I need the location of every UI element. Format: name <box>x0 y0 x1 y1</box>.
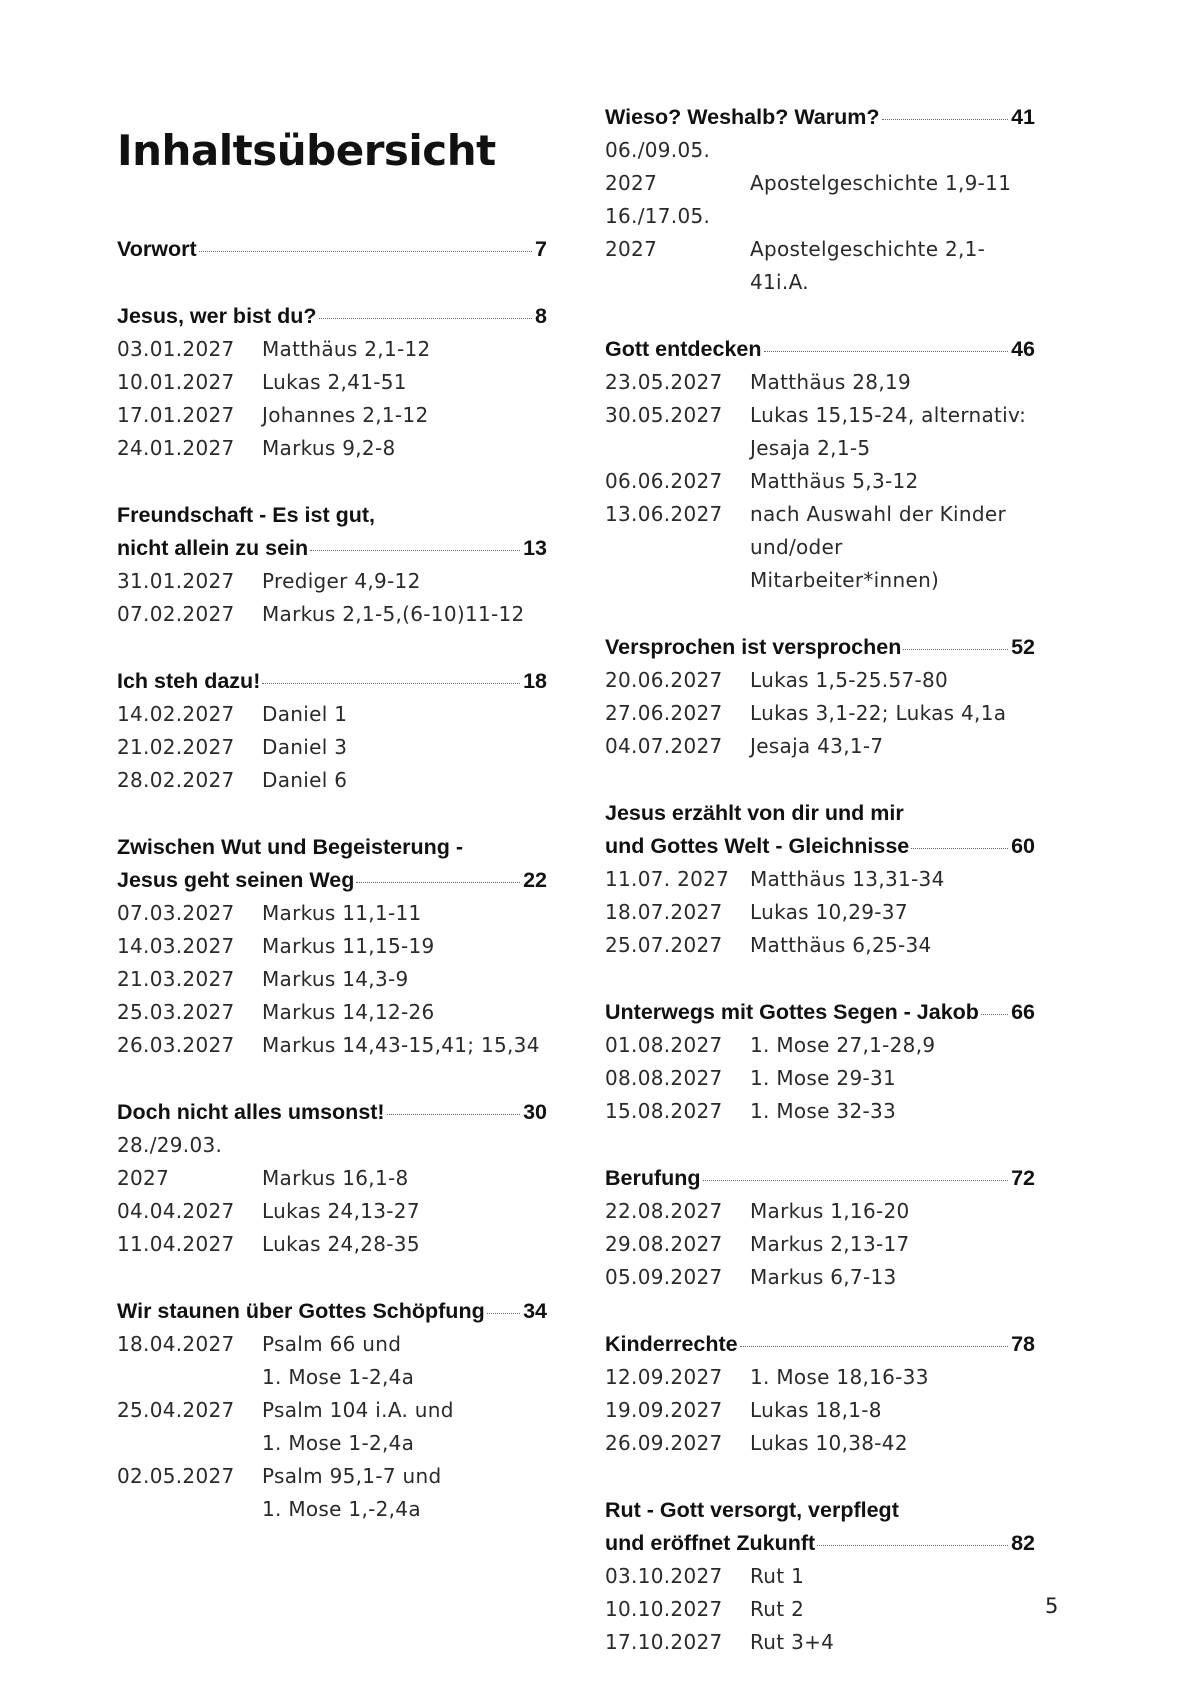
entry-bible-reference: Rut 1 <box>750 1564 805 1588</box>
toc-entry <box>117 399 547 432</box>
entry-bible-reference: Lukas 24,28-35 <box>262 1232 420 1256</box>
entry-bible-reference: Apostelgeschichte 1,9-11 <box>750 171 1012 195</box>
entry-date: 23.05.2027 <box>605 370 723 394</box>
toc-entry <box>605 929 1035 962</box>
section-heading <box>605 996 1035 1029</box>
section-title-line: und eröffnet Zukunft <box>605 1531 816 1555</box>
dot-leader <box>764 350 1009 352</box>
dot-leader <box>387 1113 520 1115</box>
entry-date: 30.05.2027 <box>605 403 723 427</box>
toc-entry <box>117 996 547 1029</box>
toc-entry <box>605 465 1035 498</box>
entry-date: 10.01.2027 <box>117 370 235 394</box>
toc-entry <box>117 598 547 631</box>
toc-section <box>605 101 1035 299</box>
entry-date: 26.09.2027 <box>605 1431 723 1455</box>
entry-bible-reference: Lukas 18,1-8 <box>750 1398 882 1422</box>
entry-bible-reference: Lukas 24,13-27 <box>262 1199 420 1223</box>
entry-bible-reference: Lukas 2,41-51 <box>262 370 407 394</box>
toc-entry <box>117 565 547 598</box>
entry-date: 27.06.2027 <box>605 701 723 725</box>
toc-section <box>117 831 547 1062</box>
dot-leader <box>319 317 533 319</box>
entry-date: 24.01.2027 <box>117 436 235 460</box>
section-page-number: 46 <box>1011 337 1035 361</box>
entry-bible-reference: Markus 16,1-8 <box>262 1166 409 1190</box>
entry-date: 14.03.2027 <box>117 934 235 958</box>
section-heading <box>605 1162 1035 1195</box>
toc-section <box>605 1162 1035 1294</box>
toc-entry <box>605 697 1035 730</box>
section-title-line: und Gottes Welt - Gleichnisse <box>605 834 910 858</box>
entry-bible-reference: Markus 2,1-5,(6-10)11-12 <box>262 602 525 626</box>
entry-date: 04.04.2027 <box>117 1199 235 1223</box>
entry-date: 21.02.2027 <box>117 735 235 759</box>
entry-date: 01.08.2027 <box>605 1033 723 1057</box>
entry-date: 10.10.2027 <box>605 1597 723 1621</box>
toc-entry <box>605 1095 1035 1128</box>
entry-bible-reference: Rut 3+4 <box>750 1630 835 1654</box>
entry-bible-reference: Markus 2,13-17 <box>750 1232 910 1256</box>
toc-entry <box>605 730 1035 763</box>
entry-date: 22.08.2027 <box>605 1199 723 1223</box>
dot-leader <box>703 1179 1009 1181</box>
dot-leader <box>817 1544 1008 1546</box>
entry-bible-reference: Matthäus 6,25-34 <box>750 933 932 957</box>
dot-leader <box>262 682 520 684</box>
entry-bible-reference: Daniel 3 <box>262 735 348 759</box>
section-heading <box>117 831 547 897</box>
toc-entry <box>117 432 547 465</box>
entry-date: 25.03.2027 <box>117 1000 235 1024</box>
entry-bible-reference: Matthäus 28,19 <box>750 370 912 394</box>
toc-right-column <box>605 101 1035 1693</box>
entry-date: 11.04.2027 <box>117 1232 235 1256</box>
toc-section <box>605 333 1035 597</box>
toc-section <box>117 1096 547 1261</box>
toc-section <box>117 1295 547 1526</box>
section-heading <box>117 1096 547 1129</box>
entry-bible-reference: Lukas 10,38-42 <box>750 1431 908 1455</box>
entry-date: 04.07.2027 <box>605 734 723 758</box>
toc-entry <box>605 1228 1035 1261</box>
entry-bible-reference: Matthäus 2,1-12 <box>262 337 431 361</box>
entry-date: 15.08.2027 <box>605 1099 723 1123</box>
entry-bible-reference: Rut 2 <box>750 1597 805 1621</box>
entry-date: 19.09.2027 <box>605 1398 723 1422</box>
section-page-number: 7 <box>535 237 547 261</box>
entry-date: 28./29.03. 2027 <box>117 1133 223 1190</box>
toc-entry <box>117 1195 547 1228</box>
dot-leader <box>310 549 520 551</box>
section-title-line: Jesus erzählt von dir und mir <box>605 801 904 825</box>
section-heading <box>117 300 547 333</box>
entry-bible-reference: Markus 6,7-13 <box>750 1265 897 1289</box>
dot-leader <box>487 1312 520 1314</box>
entry-date: 17.01.2027 <box>117 403 235 427</box>
dot-leader <box>199 250 532 252</box>
section-page-number: 22 <box>523 868 547 892</box>
entry-date: 21.03.2027 <box>117 967 235 991</box>
entry-date: 14.02.2027 <box>117 702 235 726</box>
toc-entry <box>605 1593 1035 1626</box>
entry-bible-reference: Markus 11,1-11 <box>262 901 422 925</box>
entry-bible-reference: Markus 14,43-15,41; 15,34 <box>262 1033 540 1057</box>
entry-bible-reference: Lukas 3,1-22; Lukas 4,1a <box>750 701 1007 725</box>
entry-bible-reference: Lukas 15,15-24, alternativ: Jesaja 2,1-5 <box>750 403 1027 460</box>
toc-left-column <box>117 233 547 1560</box>
toc-entry <box>605 1261 1035 1294</box>
toc-section <box>605 797 1035 962</box>
toc-entry <box>605 498 1035 597</box>
entry-date: 07.02.2027 <box>117 602 235 626</box>
section-page-number: 66 <box>1011 1000 1035 1024</box>
section-title-line: Berufung <box>605 1166 701 1190</box>
toc-entry <box>605 1626 1035 1659</box>
entry-date: 17.10.2027 <box>605 1630 723 1654</box>
toc-entry <box>117 1228 547 1261</box>
toc-entry <box>117 1394 547 1460</box>
section-heading <box>117 233 547 266</box>
section-title-line: Unterwegs mit Gottes Segen - Jakob <box>605 1000 979 1024</box>
section-title-line: Gott entdecken <box>605 337 762 361</box>
toc-entry <box>117 1129 547 1195</box>
entry-date: 11.07. 2027 <box>605 867 730 891</box>
entry-date: 02.05.2027 <box>117 1464 235 1488</box>
section-heading <box>605 631 1035 664</box>
toc-entry <box>605 366 1035 399</box>
toc-entry <box>117 930 547 963</box>
section-heading <box>117 1295 547 1328</box>
section-page-number: 8 <box>535 304 547 328</box>
entry-bible-reference: Prediger 4,9-12 <box>262 569 421 593</box>
section-title-line: Wieso? Weshalb? Warum? <box>605 105 880 129</box>
section-heading <box>605 1328 1035 1361</box>
toc-section <box>117 300 547 465</box>
section-heading <box>117 499 547 565</box>
dot-leader <box>882 118 1009 120</box>
entry-bible-reference: 1. Mose 32-33 <box>750 1099 897 1123</box>
entry-bible-reference: Markus 1,16-20 <box>750 1199 910 1223</box>
entry-date: 12.09.2027 <box>605 1365 723 1389</box>
dot-leader <box>356 881 520 883</box>
toc-entry <box>117 731 547 764</box>
toc-entry <box>605 1427 1035 1460</box>
section-title-line: Jesus geht seinen Weg <box>117 868 355 892</box>
toc-entry <box>117 1460 547 1526</box>
entry-bible-reference: Psalm 95,1-7 und 1. Mose 1,-2,4a <box>262 1464 442 1521</box>
entry-bible-reference: Matthäus 13,31-34 <box>750 867 945 891</box>
entry-bible-reference: Matthäus 5,3-12 <box>750 469 919 493</box>
toc-entry <box>605 1394 1035 1427</box>
section-page-number: 60 <box>1011 834 1035 858</box>
section-title-line: Rut - Gott versorgt, verpflegt <box>605 1498 899 1522</box>
toc-entry <box>605 1361 1035 1394</box>
entry-date: 26.03.2027 <box>117 1033 235 1057</box>
toc-entry <box>117 1029 547 1062</box>
toc-section <box>605 1328 1035 1460</box>
section-page-number: 52 <box>1011 635 1035 659</box>
section-title-line: Vorwort <box>117 237 197 261</box>
toc-entry <box>117 698 547 731</box>
entry-date: 20.06.2027 <box>605 668 723 692</box>
entry-bible-reference: Daniel 1 <box>262 702 348 726</box>
section-page-number: 13 <box>523 536 547 560</box>
entry-bible-reference: Lukas 1,5-25.57-80 <box>750 668 949 692</box>
section-page-number: 34 <box>523 1299 547 1323</box>
dot-leader <box>911 847 1008 849</box>
entry-bible-reference: Daniel 6 <box>262 768 348 792</box>
toc-section <box>605 996 1035 1128</box>
entry-bible-reference: nach Auswahl der Kinder und/oder Mitarbeiter*innen) <box>750 502 1006 592</box>
entry-date: 06./09.05. 2027 <box>605 138 711 195</box>
toc-section <box>605 631 1035 763</box>
entry-date: 05.09.2027 <box>605 1265 723 1289</box>
entry-date: 18.07.2027 <box>605 900 723 924</box>
section-title-line: Wir staunen über Gottes Schöpfung <box>117 1299 485 1323</box>
entry-date: 28.02.2027 <box>117 768 235 792</box>
section-title-line: Doch nicht alles umsonst! <box>117 1100 385 1124</box>
toc-entry <box>117 333 547 366</box>
entry-bible-reference: Markus 9,2-8 <box>262 436 396 460</box>
entry-date: 25.07.2027 <box>605 933 723 957</box>
entry-date: 07.03.2027 <box>117 901 235 925</box>
dot-leader <box>740 1345 1008 1347</box>
toc-entry <box>605 896 1035 929</box>
entry-bible-reference: Jesaja 43,1-7 <box>750 734 884 758</box>
section-page-number: 78 <box>1011 1332 1035 1356</box>
entry-bible-reference: Psalm 104 i.A. und 1. Mose 1-2,4a <box>262 1398 454 1455</box>
toc-entry <box>605 1029 1035 1062</box>
toc-entry <box>605 200 1035 299</box>
section-title-line: nicht allein zu sein <box>117 536 309 560</box>
section-heading <box>605 333 1035 366</box>
entry-date: 03.01.2027 <box>117 337 235 361</box>
section-page-number: 41 <box>1011 105 1035 129</box>
section-title-line: Jesus, wer bist du? <box>117 304 317 328</box>
entry-date: 13.06.2027 <box>605 502 723 526</box>
toc-entry <box>117 764 547 797</box>
entry-bible-reference: Johannes 2,1-12 <box>262 403 429 427</box>
section-heading <box>117 665 547 698</box>
dot-leader <box>981 1013 1008 1015</box>
section-title-line: Kinderrechte <box>605 1332 738 1356</box>
toc-entry <box>605 1560 1035 1593</box>
entry-bible-reference: Markus 14,12-26 <box>262 1000 435 1024</box>
toc-entry <box>605 664 1035 697</box>
entry-bible-reference: 1. Mose 29-31 <box>750 1066 897 1090</box>
dot-leader <box>903 648 1008 650</box>
entry-bible-reference: Markus 11,15-19 <box>262 934 435 958</box>
toc-entry <box>117 366 547 399</box>
toc-entry <box>605 1195 1035 1228</box>
toc-section <box>117 665 547 797</box>
page-number: 5 <box>1045 1594 1059 1618</box>
entry-bible-reference: Markus 14,3-9 <box>262 967 409 991</box>
entry-bible-reference: Lukas 10,29-37 <box>750 900 908 924</box>
section-heading <box>605 1494 1035 1560</box>
page-title: Inhaltsübersicht <box>117 126 496 176</box>
section-title-line: Versprochen ist versprochen <box>605 635 902 659</box>
entry-date: 31.01.2027 <box>117 569 235 593</box>
entry-bible-reference: 1. Mose 18,16-33 <box>750 1365 929 1389</box>
toc-entry <box>117 963 547 996</box>
section-page-number: 82 <box>1011 1531 1035 1555</box>
toc-section <box>605 1494 1035 1659</box>
section-page-number: 30 <box>523 1100 547 1124</box>
toc-entry <box>117 897 547 930</box>
section-heading <box>605 797 1035 863</box>
entry-date: 08.08.2027 <box>605 1066 723 1090</box>
section-page-number: 18 <box>523 669 547 693</box>
entry-date: 18.04.2027 <box>117 1332 235 1356</box>
toc-entry <box>605 1062 1035 1095</box>
entry-date: 06.06.2027 <box>605 469 723 493</box>
toc-entry <box>605 863 1035 896</box>
toc-entry <box>605 134 1035 200</box>
section-heading <box>605 101 1035 134</box>
toc-section <box>117 499 547 631</box>
section-title-line: Ich steh dazu! <box>117 669 261 693</box>
entry-date: 03.10.2027 <box>605 1564 723 1588</box>
entry-bible-reference: Psalm 66 und 1. Mose 1-2,4a <box>262 1332 415 1389</box>
toc-section <box>117 233 547 266</box>
entry-bible-reference: 1. Mose 27,1-28,9 <box>750 1033 936 1057</box>
entry-date: 16./17.05. 2027 <box>605 204 711 261</box>
entry-bible-reference: Apostelgeschichte 2,1-41i.A. <box>750 237 986 294</box>
entry-date: 29.08.2027 <box>605 1232 723 1256</box>
toc-entry <box>605 399 1035 465</box>
section-page-number: 72 <box>1011 1166 1035 1190</box>
toc-entry <box>117 1328 547 1394</box>
section-title-line: Zwischen Wut und Begeisterung - <box>117 835 464 859</box>
entry-date: 25.04.2027 <box>117 1398 235 1422</box>
section-title-line: Freundschaft - Es ist gut, <box>117 503 376 527</box>
